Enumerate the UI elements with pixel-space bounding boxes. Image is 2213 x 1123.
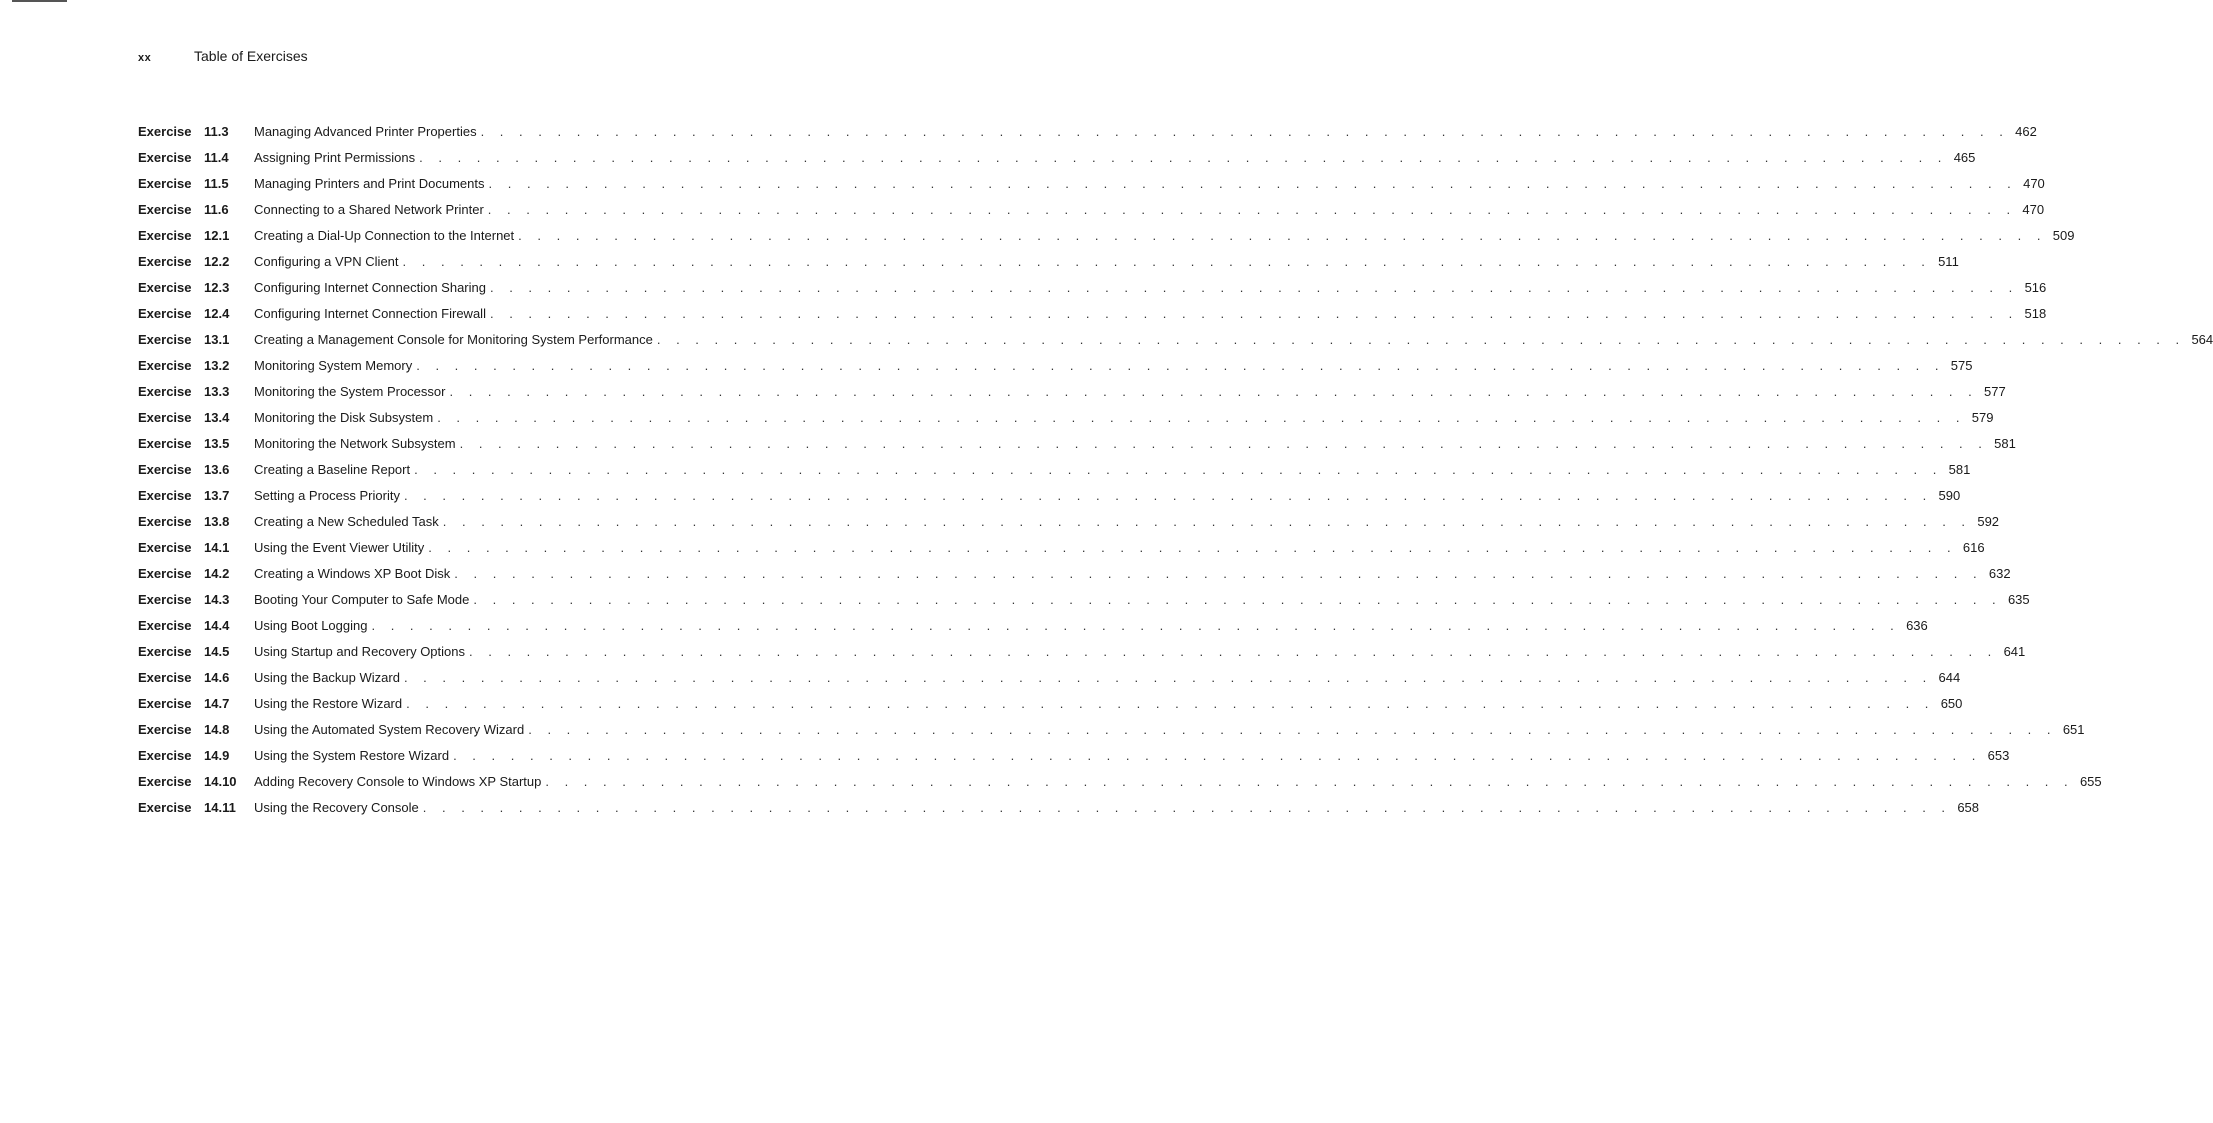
exercise-title-cell <box>254 332 2185 348</box>
exercise-label: Exercise <box>138 150 192 165</box>
exercise-title-cell <box>254 436 1988 452</box>
exercise-title-cell <box>254 306 2018 322</box>
exercise-label: Exercise <box>138 228 192 243</box>
exercise-title-cell <box>254 462 1942 478</box>
exercise-entry[interactable] <box>138 691 1963 717</box>
exercise-title-cell <box>254 670 1932 686</box>
corner-rule <box>12 0 67 2</box>
exercise-page-number: 632 <box>1988 566 2011 581</box>
exercise-number: 14.8 <box>204 722 230 737</box>
exercise-entry[interactable] <box>138 509 2000 535</box>
exercise-label: Exercise <box>138 254 192 269</box>
exercise-number: 14.3 <box>204 592 230 607</box>
page-title: Table of Exercises <box>194 48 308 64</box>
exercise-entry[interactable] <box>138 119 2037 145</box>
exercise-page-number: 650 <box>1940 696 1963 711</box>
exercise-title: Configuring Internet Connection Sharing <box>254 280 486 295</box>
exercise-title: Booting Your Computer to Safe Mode <box>254 592 470 607</box>
exercise-title-cell <box>254 228 2046 244</box>
exercise-title-cell <box>254 722 2057 738</box>
exercise-number: 13.7 <box>204 488 230 503</box>
exercise-number: 13.3 <box>204 384 230 399</box>
exercise-title-cell <box>254 280 2018 296</box>
exercise-label: Exercise <box>138 774 192 789</box>
exercise-title-cell <box>254 514 1971 530</box>
dot-leader: . . . . . . . . . . . . . . . . . . . . . . . . . . . . . . . . . . . . . . . . . . . . . . . . . . . . . . . . . . . . . . . . . . . . . . . . . . . . . . . . <box>371 618 1900 633</box>
exercise-label: Exercise <box>138 176 192 191</box>
exercise-title: Monitoring System Memory <box>254 358 413 373</box>
exercise-page-number: 518 <box>2024 306 2047 321</box>
dot-leader: . . . . . . . . . . . . . . . . . . . . . . . . . . . . . . . . . . . . . . . . . . . . . . . . . . . . . . . . . . . . . . . . . . . . . . . . . . . . . . . . <box>656 332 2186 347</box>
exercise-title-cell <box>254 176 2017 192</box>
exercise-number: 13.4 <box>204 410 230 425</box>
exercise-number: 11.4 <box>204 150 229 165</box>
exercise-entry[interactable] <box>138 639 2026 665</box>
dot-leader: . . . . . . . . . . . . . . . . . . . . . . . . . . . . . . . . . . . . . . . . . . . . . . . . . . . . . . . . . . . . . . . . . . . . . . . . . . . . . . . . <box>428 540 1957 555</box>
exercise-title: Setting a Process Priority <box>254 488 400 503</box>
exercise-number: 13.8 <box>204 514 230 529</box>
exercise-title: Configuring a VPN Client <box>254 254 399 269</box>
dot-leader: . . . . . . . . . . . . . . . . . . . . . . . . . . . . . . . . . . . . . . . . . . . . . . . . . . . . . . . . . . . . . . . . . . . . . . . . . . . . . . . . <box>406 696 1935 711</box>
exercise-entry[interactable] <box>138 405 1994 431</box>
exercise-number: 13.5 <box>204 436 230 451</box>
exercise-number: 12.3 <box>204 280 230 295</box>
exercise-title-cell <box>254 124 2009 140</box>
exercise-title: Creating a Windows XP Boot Disk <box>254 566 451 581</box>
exercise-label: Exercise <box>138 696 192 711</box>
exercise-entry[interactable] <box>138 743 2010 769</box>
exercise-title: Using the Automated System Recovery Wizard <box>254 722 525 737</box>
dot-leader: . . . . . . . . . . . . . . . . . . . . . . . . . . . . . . . . . . . . . . . . . . . . . . . . . . . . . . . . . . . . . . . . . . . . . . . . . . . . . . . . <box>416 358 1945 373</box>
exercise-title: Using the Recovery Console <box>254 800 419 815</box>
exercise-entry[interactable] <box>138 171 2045 197</box>
exercise-title-cell <box>254 254 1931 270</box>
exercise-page-number: 644 <box>1938 670 1961 685</box>
exercise-title: Monitoring the System Processor <box>254 384 446 399</box>
exercise-number: 14.9 <box>204 748 230 763</box>
exercise-page-number: 465 <box>1953 150 1976 165</box>
exercise-number: 14.7 <box>204 696 230 711</box>
exercise-title: Monitoring the Disk Subsystem <box>254 410 434 425</box>
exercise-number: 14.2 <box>204 566 230 581</box>
dot-leader: . . . . . . . . . . . . . . . . . . . . . . . . . . . . . . . . . . . . . . . . . . . . . . . . . . . . . . . . . . . . . . . . . . . . . . . . . . . . . . . . <box>403 670 1933 685</box>
exercise-title-cell <box>254 618 1900 634</box>
exercise-title-cell <box>254 358 1945 374</box>
exercise-label: Exercise <box>138 462 192 477</box>
exercise-entry[interactable] <box>138 717 2085 743</box>
exercise-page-number: 470 <box>2023 176 2045 191</box>
exercise-page-number: 511 <box>1938 254 1959 269</box>
dot-leader: . . . . . . . . . . . . . . . . . . . . . . . . . . . . . . . . . . . . . . . . . . . . . . . . . . . . . . . . . . . . . . . . . . . . . . . . . . . . . . . . <box>487 202 2017 217</box>
exercise-entry[interactable] <box>138 483 1961 509</box>
exercise-title: Creating a Baseline Report <box>254 462 411 477</box>
dot-leader: . . . . . . . . . . . . . . . . . . . . . . . . . . . . . . . . . . . . . . . . . . . . . . . . . . . . . . . . . . . . . . . . . . . . . . . . . . . . . . . . <box>442 514 1972 529</box>
exercise-label: Exercise <box>138 592 192 607</box>
exercise-label: Exercise <box>138 670 192 685</box>
exercise-entry[interactable] <box>138 301 2047 327</box>
exercise-number: 13.2 <box>204 358 230 373</box>
exercise-entry[interactable] <box>138 587 2030 613</box>
dot-leader: . . . . . . . . . . . . . . . . . . . . . . . . . . . . . . . . . . . . . . . . . . . . . . . . . . . . . . . . . . . . . . . . . . . . . . . . . . . . . . . . <box>528 722 2057 737</box>
dot-leader: . . . . . . . . . . . . . . . . . . . . . . . . . . . . . . . . . . . . . . . . . . . . . . . . . . . . . . . . . . . . . . . . . . . . . . . . . . . . . . . . <box>488 176 2017 191</box>
exercise-number: 12.1 <box>204 228 230 243</box>
exercise-title: Using Startup and Recovery Options <box>254 644 465 659</box>
exercise-entry[interactable] <box>138 795 1980 821</box>
exercise-number: 11.5 <box>204 176 229 191</box>
exercise-list <box>138 119 2213 821</box>
exercise-title: Using the System Restore Wizard <box>254 748 450 763</box>
exercise-page-number: 653 <box>1987 748 2010 763</box>
exercise-page-number: 636 <box>1906 618 1928 633</box>
exercise-page-number: 462 <box>2015 124 2037 139</box>
exercise-entry[interactable] <box>138 327 2213 353</box>
exercise-label: Exercise <box>138 540 192 555</box>
dot-leader: . . . . . . . . . . . . . . . . . . . . . . . . . . . . . . . . . . . . . . . . . . . . . . . . . . . . . . . . . . . . . . . . . . . . . . . . . . . . . . . . <box>453 748 1982 763</box>
exercise-number: 11.6 <box>204 202 229 217</box>
exercise-title: Creating a Management Console for Monitoring System Performance <box>254 332 653 347</box>
exercise-title-cell <box>254 566 1983 582</box>
exercise-title-cell <box>254 644 1997 660</box>
exercise-page-number: 470 <box>2022 202 2045 217</box>
exercise-label: Exercise <box>138 800 192 815</box>
exercise-title-cell <box>254 540 1957 556</box>
exercise-page-number: 655 <box>2079 774 2102 789</box>
exercise-number: 13.1 <box>204 332 230 347</box>
exercise-number: 12.4 <box>204 306 230 321</box>
exercise-entry[interactable] <box>138 665 1961 691</box>
exercise-title-cell <box>254 696 1934 712</box>
exercise-title-cell <box>254 488 1932 504</box>
dot-leader: . . . . . . . . . . . . . . . . . . . . . . . . . . . . . . . . . . . . . . . . . . . . . . . . . . . . . . . . . . . . . . . . . . . . . . . . . . . . . . . . <box>437 410 1966 425</box>
exercise-page-number: 581 <box>1948 462 1971 477</box>
exercise-page-number: 516 <box>2024 280 2047 295</box>
exercise-label: Exercise <box>138 488 192 503</box>
exercise-title: Monitoring the Network Subsystem <box>254 436 456 451</box>
dot-leader: . . . . . . . . . . . . . . . . . . . . . . . . . . . . . . . . . . . . . . . . . . . . . . . . . . . . . . . . . . . . . . . . . . . . . . . . . . . . . . . . <box>469 644 1998 659</box>
dot-leader: . . . . . . . . . . . . . . . . . . . . . . . . . . . . . . . . . . . . . . . . . . . . . . . . . . . . . . . . . . . . . . . . . . . . . . . . . . . . . . . . <box>449 384 1978 399</box>
exercise-label: Exercise <box>138 202 192 217</box>
dot-leader: . . . . . . . . . . . . . . . . . . . . . . . . . . . . . . . . . . . . . . . . . . . . . . . . . . . . . . . . . . . . . . . . . . . . . . . . . . . . . . . . <box>402 254 1931 269</box>
exercise-title-cell <box>254 202 2016 218</box>
exercise-page-number: 658 <box>1957 800 1980 815</box>
exercise-label: Exercise <box>138 306 192 321</box>
exercise-label: Exercise <box>138 748 192 763</box>
exercise-number: 14.10 <box>204 774 237 789</box>
exercise-entry[interactable] <box>138 353 1973 379</box>
exercise-title: Adding Recovery Console to Windows XP Startup <box>254 774 542 789</box>
exercise-entry[interactable] <box>138 249 1959 275</box>
exercise-title: Using the Restore Wizard <box>254 696 403 711</box>
dot-leader: . . . . . . . . . . . . . . . . . . . . . . . . . . . . . . . . . . . . . . . . . . . . . . . . . . . . . . . . . . . . . . . . . . . . . . . . . . . . . . . . <box>419 150 1948 165</box>
exercise-number: 14.5 <box>204 644 230 659</box>
exercise-page-number: 564 <box>2191 332 2213 347</box>
exercise-number: 14.6 <box>204 670 230 685</box>
exercise-title: Creating a Dial-Up Connection to the Internet <box>254 228 515 243</box>
exercise-entry[interactable] <box>138 431 2016 457</box>
exercise-page-number: 579 <box>1971 410 1994 425</box>
exercise-label: Exercise <box>138 358 192 373</box>
exercise-number: 13.6 <box>204 462 230 477</box>
exercise-title: Using Boot Logging <box>254 618 368 633</box>
exercise-title-cell <box>254 150 1947 166</box>
exercise-number: 14.4 <box>204 618 230 633</box>
exercise-page-number: 590 <box>1938 488 1961 503</box>
exercise-title-cell <box>254 800 1951 816</box>
dot-leader: . . . . . . . . . . . . . . . . . . . . . . . . . . . . . . . . . . . . . . . . . . . . . . . . . . . . . . . . . . . . . . . . . . . . . . . . . . . . . . . . <box>422 800 1952 815</box>
exercise-entry[interactable] <box>138 457 1971 483</box>
page-number: xx <box>138 52 152 64</box>
exercise-page-number: 592 <box>1977 514 2000 529</box>
exercise-page-number: 575 <box>1950 358 1973 373</box>
exercise-title-cell <box>254 774 2074 790</box>
exercise-entry[interactable] <box>138 561 2011 587</box>
exercise-label: Exercise <box>138 384 192 399</box>
exercise-entry[interactable] <box>138 379 2006 405</box>
exercise-number: 14.11 <box>204 800 236 815</box>
exercise-title: Creating a New Scheduled Task <box>254 514 439 529</box>
dot-leader: . . . . . . . . . . . . . . . . . . . . . . . . . . . . . . . . . . . . . . . . . . . . . . . . . . . . . . . . . . . . . . . . . . . . . . . . . . . . . . . . <box>545 774 2074 789</box>
exercise-title: Using the Event Viewer Utility <box>254 540 425 555</box>
exercise-title: Assigning Print Permissions <box>254 150 416 165</box>
exercise-entry[interactable] <box>138 613 1928 639</box>
dot-leader: . . . . . . . . . . . . . . . . . . . . . . . . . . . . . . . . . . . . . . . . . . . . . . . . . . . . . . . . . . . . . . . . . . . . . . . . . . . . . . . . <box>489 280 2019 295</box>
exercise-label: Exercise <box>138 332 192 347</box>
exercise-label: Exercise <box>138 410 192 425</box>
dot-leader: . . . . . . . . . . . . . . . . . . . . . . . . . . . . . . . . . . . . . . . . . . . . . . . . . . . . . . . . . . . . . . . . . . . . . . . . . . . . . . . . <box>480 124 2009 139</box>
exercise-page-number: 651 <box>2062 722 2085 737</box>
exercise-label: Exercise <box>138 566 192 581</box>
exercise-title: Configuring Internet Connection Firewall <box>254 306 486 321</box>
exercise-number: 12.2 <box>204 254 230 269</box>
dot-leader: . . . . . . . . . . . . . . . . . . . . . . . . . . . . . . . . . . . . . . . . . . . . . . . . . . . . . . . . . . . . . . . . . . . . . . . . . . . . . . . . <box>459 436 1988 451</box>
exercise-title: Managing Advanced Printer Properties <box>254 124 477 139</box>
exercise-page-number: 509 <box>2052 228 2075 243</box>
exercise-entry[interactable] <box>138 197 2045 223</box>
exercise-page-number: 577 <box>1984 384 2006 399</box>
exercise-title: Using the Backup Wizard <box>254 670 400 685</box>
exercise-page-number: 581 <box>1994 436 2016 451</box>
exercise-label: Exercise <box>138 722 192 737</box>
exercise-entry[interactable] <box>138 145 1976 171</box>
exercise-page-number: 635 <box>2007 592 2030 607</box>
dot-leader: . . . . . . . . . . . . . . . . . . . . . . . . . . . . . . . . . . . . . . . . . . . . . . . . . . . . . . . . . . . . . . . . . . . . . . . . . . . . . . . . <box>489 306 2019 321</box>
exercise-entry[interactable] <box>138 223 2075 249</box>
exercise-label: Exercise <box>138 280 192 295</box>
exercise-label: Exercise <box>138 644 192 659</box>
exercise-page-number: 616 <box>1962 540 1985 555</box>
exercise-title-cell <box>254 592 2002 608</box>
exercise-label: Exercise <box>138 618 192 633</box>
dot-leader: . . . . . . . . . . . . . . . . . . . . . . . . . . . . . . . . . . . . . . . . . . . . . . . . . . . . . . . . . . . . . . . . . . . . . . . . . . . . . . . . <box>518 228 2047 243</box>
exercise-title-cell <box>254 410 1965 426</box>
exercise-entry[interactable] <box>138 769 2102 795</box>
exercise-title: Managing Printers and Print Documents <box>254 176 485 191</box>
dot-leader: . . . . . . . . . . . . . . . . . . . . . . . . . . . . . . . . . . . . . . . . . . . . . . . . . . . . . . . . . . . . . . . . . . . . . . . . . . . . . . . . <box>473 592 2002 607</box>
exercise-title-cell <box>254 384 1978 400</box>
exercise-entry[interactable] <box>138 275 2047 301</box>
exercise-entry[interactable] <box>138 535 1985 561</box>
exercise-label: Exercise <box>138 124 192 139</box>
dot-leader: . . . . . . . . . . . . . . . . . . . . . . . . . . . . . . . . . . . . . . . . . . . . . . . . . . . . . . . . . . . . . . . . . . . . . . . . . . . . . . . . <box>454 566 1983 581</box>
running-head <box>138 48 716 68</box>
exercise-label: Exercise <box>138 436 192 451</box>
exercise-label: Exercise <box>138 514 192 529</box>
dot-leader: . . . . . . . . . . . . . . . . . . . . . . . . . . . . . . . . . . . . . . . . . . . . . . . . . . . . . . . . . . . . . . . . . . . . . . . . . . . . . . . . <box>403 488 1933 503</box>
exercise-title: Connecting to a Shared Network Printer <box>254 202 484 217</box>
exercise-title-cell <box>254 748 1981 764</box>
dot-leader: . . . . . . . . . . . . . . . . . . . . . . . . . . . . . . . . . . . . . . . . . . . . . . . . . . . . . . . . . . . . . . . . . . . . . . . . . . . . . . . . <box>414 462 1943 477</box>
exercise-page-number: 641 <box>2003 644 2026 659</box>
exercise-number: 11.3 <box>204 124 229 139</box>
exercise-number: 14.1 <box>204 540 230 555</box>
